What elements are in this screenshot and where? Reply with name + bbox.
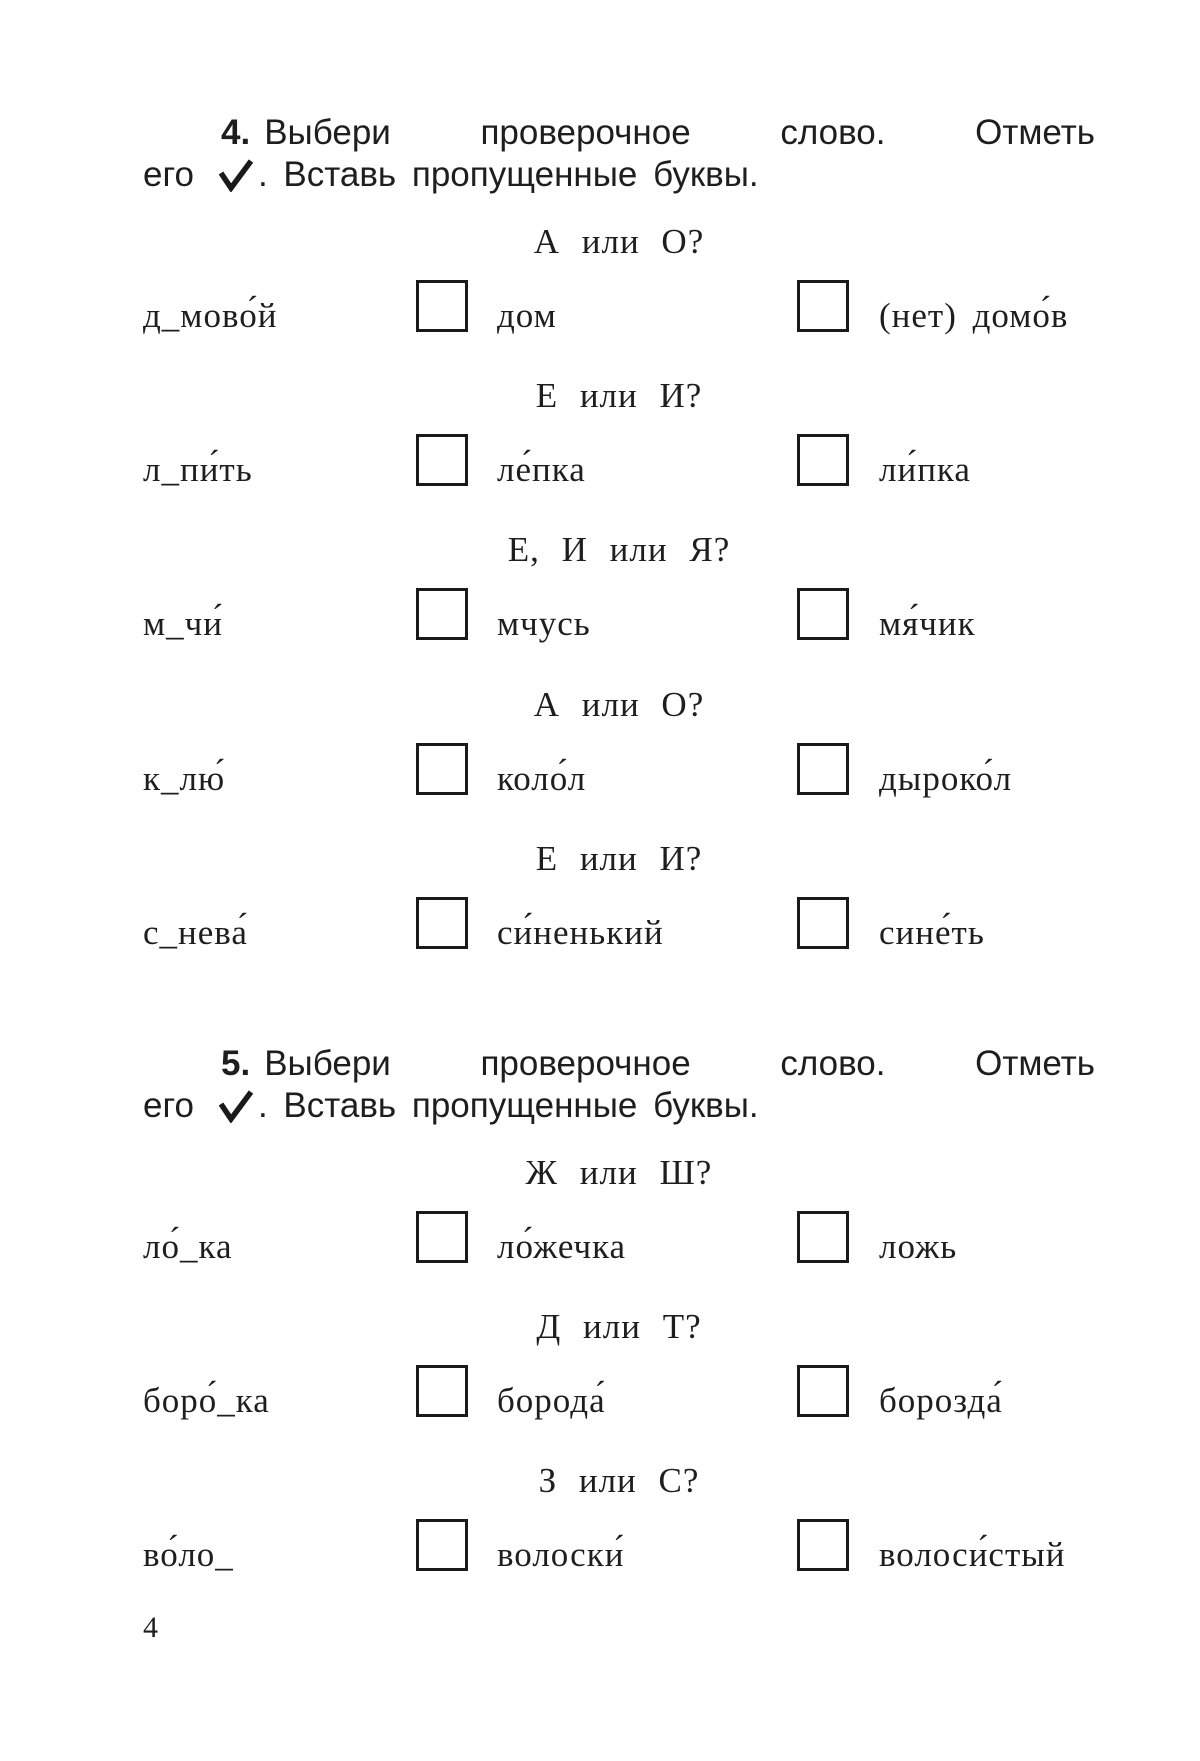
exercise-row (143, 897, 1095, 961)
exercise-row (143, 588, 1095, 652)
check-word-option-2: ложь (879, 1227, 958, 1266)
task-4 (143, 112, 1095, 952)
check-word-option-2: (нет) домо́в (879, 296, 1069, 335)
check-word-option-1: коло́л (497, 759, 587, 798)
check-word-option-2: ли́пка (879, 450, 971, 489)
instruction-word: его (143, 155, 194, 194)
letter-question: Д или Т? (536, 1307, 702, 1346)
letter-question: А или О? (533, 685, 705, 724)
task-number: 4. (221, 113, 251, 152)
exercise-row (143, 1519, 1095, 1583)
word-with-gap: ло́_ка (143, 1227, 233, 1266)
letter-question: А или О? (533, 222, 705, 261)
check-word-option-1: волоски́ (497, 1535, 625, 1574)
instruction-word: проверочное (480, 113, 691, 152)
check-word-option-1: дом (497, 296, 557, 335)
exercise-row (143, 743, 1095, 807)
instruction-word: Выбери (264, 1044, 391, 1083)
task-number: 5. (221, 1044, 251, 1083)
checkmark-icon (218, 158, 254, 192)
instruction-word: Отметь (975, 113, 1095, 152)
checkbox-option-2[interactable] (797, 1519, 849, 1571)
instruction-word: слово. (780, 113, 886, 152)
checkbox-option-2[interactable] (797, 743, 849, 795)
checkbox-option-2[interactable] (797, 280, 849, 332)
checkbox-option-1[interactable] (416, 588, 468, 640)
checkbox-option-2[interactable] (797, 434, 849, 486)
letter-question: З или С? (538, 1461, 700, 1500)
exercise-row (143, 1211, 1095, 1275)
task-5 (143, 1043, 1095, 1574)
instruction-text: . Вставь пропущенные буквы. (257, 155, 759, 194)
check-word-option-1: ло́жечка (497, 1227, 627, 1266)
instruction-text: . Вставь пропущенные буквы. (257, 1086, 759, 1125)
letter-question: Ж или Ш? (525, 1153, 713, 1192)
checkbox-option-1[interactable] (416, 743, 468, 795)
check-word-option-1: си́ненький (497, 913, 664, 952)
checkbox-option-1[interactable] (416, 1365, 468, 1417)
checkbox-option-1[interactable] (416, 1519, 468, 1571)
letter-question: Е, И или Я? (507, 530, 731, 569)
checkbox-option-2[interactable] (797, 588, 849, 640)
word-with-gap: к_лю́ (143, 759, 226, 798)
check-word-option-1: мчусь (497, 604, 591, 643)
instruction-word: его (143, 1086, 194, 1125)
instruction-word: проверочное (480, 1044, 691, 1083)
word-with-gap: во́ло_ (143, 1535, 234, 1574)
check-word-option-2: волоси́стый (879, 1535, 1066, 1574)
letter-question: Е или И? (535, 376, 703, 415)
checkbox-option-2[interactable] (797, 1365, 849, 1417)
checkbox-option-2[interactable] (797, 1211, 849, 1263)
checkbox-option-1[interactable] (416, 897, 468, 949)
checkmark-icon (218, 1089, 254, 1123)
page-number: 4 (143, 1611, 158, 1644)
word-with-gap: д_мово́й (143, 296, 278, 335)
word-with-gap: л_пи́ть (143, 450, 253, 489)
word-with-gap: боро́_ка (143, 1381, 270, 1420)
instruction-word: слово. (780, 1044, 886, 1083)
task-4-instruction (143, 112, 1095, 196)
task-5-instruction (143, 1043, 1095, 1127)
instruction-word: Отметь (975, 1044, 1095, 1083)
check-word-option-2: сине́ть (879, 913, 985, 952)
checkbox-option-1[interactable] (416, 280, 468, 332)
check-word-option-1: ле́пка (497, 450, 586, 489)
check-word-option-2: борозда́ (879, 1381, 1003, 1420)
check-word-option-2: мя́чик (879, 604, 976, 643)
exercise-row (143, 280, 1095, 344)
checkbox-option-2[interactable] (797, 897, 849, 949)
exercise-row (143, 434, 1095, 498)
checkbox-option-1[interactable] (416, 1211, 468, 1263)
check-word-option-1: борода́ (497, 1381, 606, 1420)
instruction-word: Выбери (264, 113, 391, 152)
word-with-gap: с_нева́ (143, 913, 248, 952)
checkbox-option-1[interactable] (416, 434, 468, 486)
letter-question: Е или И? (535, 839, 703, 878)
check-word-option-2: дыроко́л (879, 759, 1013, 798)
word-with-gap: м_чи́ (143, 604, 223, 643)
exercise-row (143, 1365, 1095, 1429)
